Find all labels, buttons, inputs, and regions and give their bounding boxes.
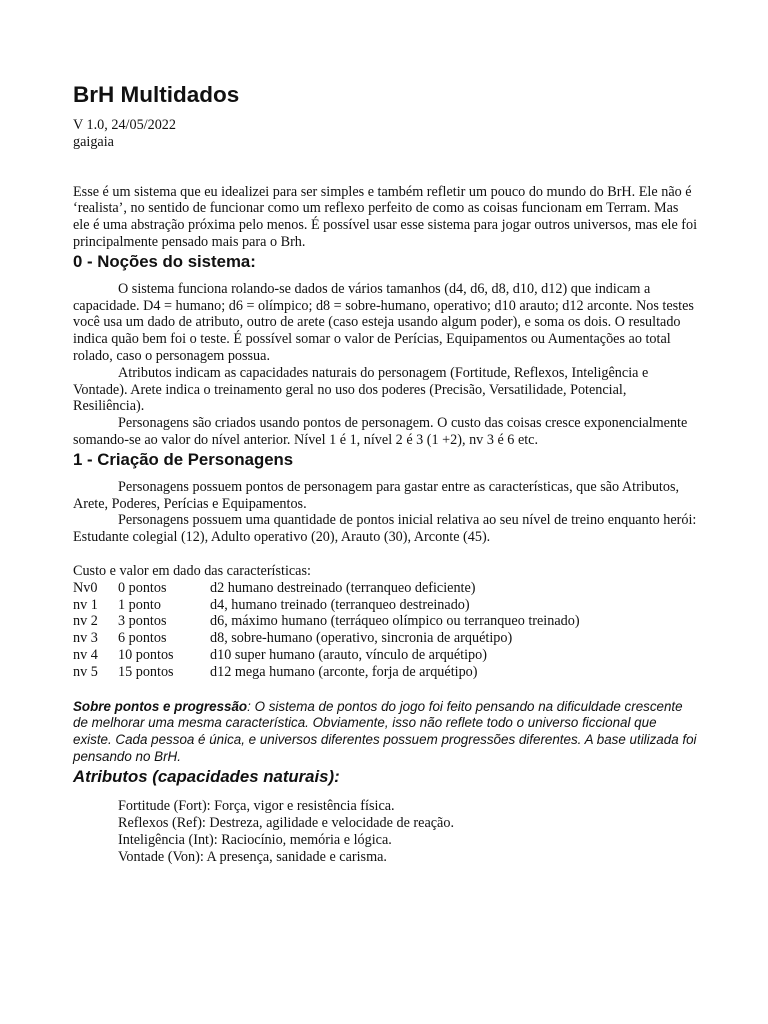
table-row (73, 597, 580, 614)
attributes-list (73, 798, 698, 865)
attribute-item: Vontade (Von): A presença, sanidade e carisma. (118, 848, 387, 865)
description-cell: d6, máximo humano (terráqueo olímpico ou terranqueo treinado) (210, 613, 580, 630)
attribute-item: Reflexos (Ref): Destreza, agilidade e velocidade de reação. (118, 814, 454, 831)
section-0-paragraph: Atributos indicam as capacidades naturais do personagem (Fortitude, Reflexos, Inteligência e Vontade). Arete indica o treinamento geral no uso dos poderes (Precisão, Versatilidade, Potencial, Resiliência). (73, 364, 649, 415)
section-1-heading: 1 - Criação de Personagens (73, 449, 294, 469)
table-row (73, 613, 580, 630)
points-cell: 1 ponto (118, 596, 161, 613)
table-row (73, 630, 580, 647)
costs-label: Custo e valor em dado das características: (73, 562, 311, 579)
section-0-paragraph: Personagens são criados usando pontos de personagem. O custo das coisas cresce exponencialmente somando-se ao valor do nível anterior. Nível 1 é 1, nível 2 é 3 (1 +2), nv 3 é 6 etc. (73, 415, 688, 448)
section-1-paragraph: Personagens possuem pontos de personagem para gastar entre as características, que são Atributos, Arete, Poderes, Perícias e Equipamentos. (73, 478, 680, 512)
points-cell: 15 pontos (118, 663, 174, 680)
table-row (73, 647, 580, 664)
document-page (73, 80, 698, 865)
table-row (73, 664, 580, 681)
levels-table (73, 580, 580, 681)
description-cell: d4, humano treinado (terranqueo destreinado) (210, 596, 470, 613)
description-cell: d12 mega humano (arconte, forja de arquétipo) (210, 663, 478, 680)
table-row (73, 580, 580, 597)
points-cell: 0 pontos (118, 579, 167, 596)
level-cell: nv 1 (73, 596, 98, 613)
document-meta (73, 117, 698, 151)
progression-note (73, 699, 698, 767)
level-cell: nv 2 (73, 613, 98, 630)
attribute-item: Inteligência (Int): Raciocínio, memória e lógica. (118, 831, 392, 848)
description-cell: d8, sobre-humano (operativo, sincronia de arquétipo) (210, 630, 513, 647)
attributes-heading: Atributos (capacidades naturais): (73, 767, 340, 787)
note-text: : O sistema de pontos do jogo foi feito pensando na dificuldade crescente de melhorar uma mesma característica. Obviamente, isso não reflete todo o universo ficcional que existe. Cada pessoa é única, e universos diferentes possuem progressões diferentes. A base utilizada foi pensando no BrH. (73, 698, 697, 765)
level-cell: nv 4 (73, 646, 98, 663)
author-line: gaigaia (73, 133, 114, 150)
costs-block (73, 563, 698, 681)
level-cell: Nv0 (73, 579, 98, 596)
section-1-paragraph: Personagens possuem uma quantidade de pontos inicial relativa ao seu nível de treino enquanto herói: Estudante colegial (12), Adulto operativo (20), Arauto (30), Arconte (45). (73, 512, 697, 546)
points-cell: 6 pontos (118, 630, 167, 647)
description-cell: d10 super humano (arauto, vínculo de arquétipo) (210, 646, 487, 663)
attribute-item: Fortitude (Fort): Força, vigor e resistência física. (118, 798, 395, 815)
level-cell: nv 5 (73, 663, 98, 680)
level-cell: nv 3 (73, 630, 98, 647)
description-cell: d2 humano destreinado (terranqueo deficiente) (210, 579, 476, 596)
document-title: BrH Multidados (73, 82, 240, 107)
intro-paragraph: Esse é um sistema que eu idealizei para ser simples e também refletir um pouco do mundo do BrH. Ele não é ‘realista’, no sentido de funcionar como um reflexo perfeito de como as coisas funcionam em Terram. Mas ele é uma abstração próxima pelo menos. É possível usar esse sistema para jogar outros universos, mas ele foi principalmente pensado mais para o Brh. (73, 183, 698, 250)
section-0-body (73, 281, 698, 449)
points-cell: 10 pontos (118, 646, 174, 663)
points-cell: 3 pontos (118, 613, 167, 630)
note-label: Sobre pontos e progressão (73, 698, 248, 714)
version-line: V 1.0, 24/05/2022 (73, 117, 176, 133)
section-0-paragraph: O sistema funciona rolando-se dados de vários tamanhos (d4, d6, d8, d10, d12) que indicam a capacidade. D4 = humano; d6 = olímpico; d8 = sobre-humano, operativo; d10 arauto; d12 arconte. Nos testes você usa um dado de atributo, outro de arete (caso esteja usando algum poder), e soma os dois. O resultado indica quão bem foi o teste. É possível somar o valor de Perícias, Equipamentos ou Aumentações ao total rolado, caso o personagem possua. (73, 280, 694, 364)
section-0-heading: 0 - Noções do sistema: (73, 251, 256, 271)
section-1-body (73, 479, 698, 546)
